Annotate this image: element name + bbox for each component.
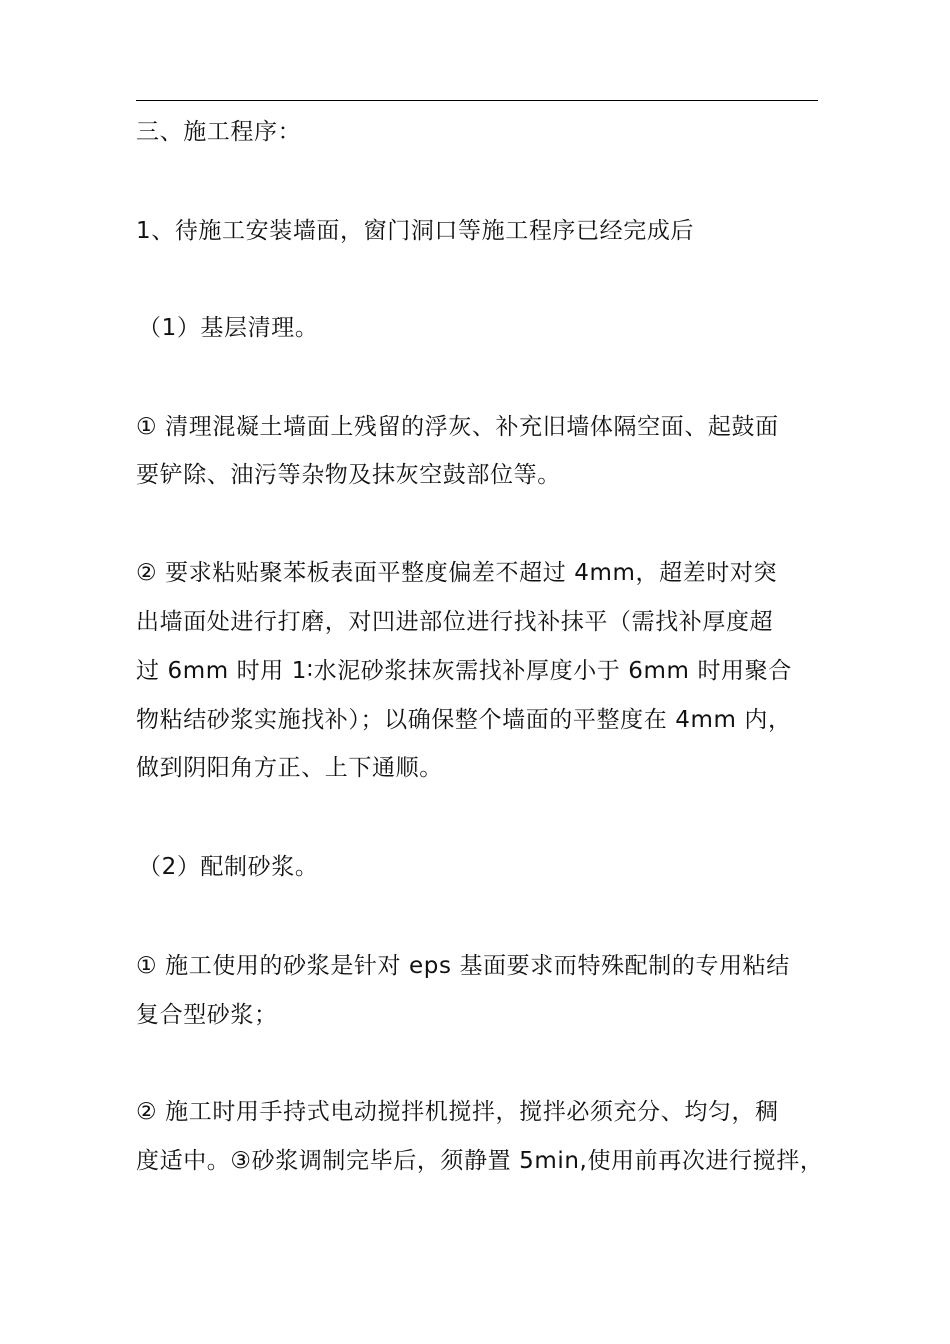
paragraph-line: 要铲除、油污等杂物及抹灰空鼓部位等。 [136, 462, 561, 488]
paragraph-line: ② 施工时用手持式电动搅拌机搅拌，搅拌必须充分、均匀，稠 [136, 1099, 779, 1125]
section-heading: 三、施工程序： [136, 119, 302, 145]
subsection-1-heading: （1）基层清理。 [138, 315, 319, 341]
header-rule [136, 100, 818, 101]
paragraph-line: 过 6mm 时用 1∶水泥砂浆抹灰需找补厚度小于 6mm 时用聚合 [136, 658, 792, 684]
paragraph-line: ① 施工使用的砂浆是针对 eps 基面要求而特殊配制的专用粘结 [136, 953, 790, 979]
subsection-2-heading: （2）配制砂浆。 [138, 854, 319, 880]
paragraph-line: 物粘结砂浆实施找补）；以确保整个墙面的平整度在 4mm 内， [136, 707, 792, 733]
paragraph-line: 做到阴阳角方正、上下通顺。 [136, 755, 443, 781]
paragraph-line: 度适中。③砂浆调制完毕后，须静置 5min,使用前再次进行搅拌， [136, 1148, 824, 1174]
paragraph-line: 复合型砂浆； [136, 1002, 278, 1028]
step-1-heading: 1、待施工安装墙面，窗门洞口等施工程序已经完成后 [136, 218, 695, 244]
paragraph-line: ② 要求粘贴聚苯板表面平整度偏差不超过 4mm，超差时对突 [136, 560, 778, 586]
paragraph-line: ① 清理混凝土墙面上残留的浮灰、补充旧墙体隔空面、起鼓面 [136, 414, 779, 440]
paragraph-line: 出墙面处进行打磨，对凹进部位进行找补抹平（需找补厚度超 [136, 609, 774, 635]
